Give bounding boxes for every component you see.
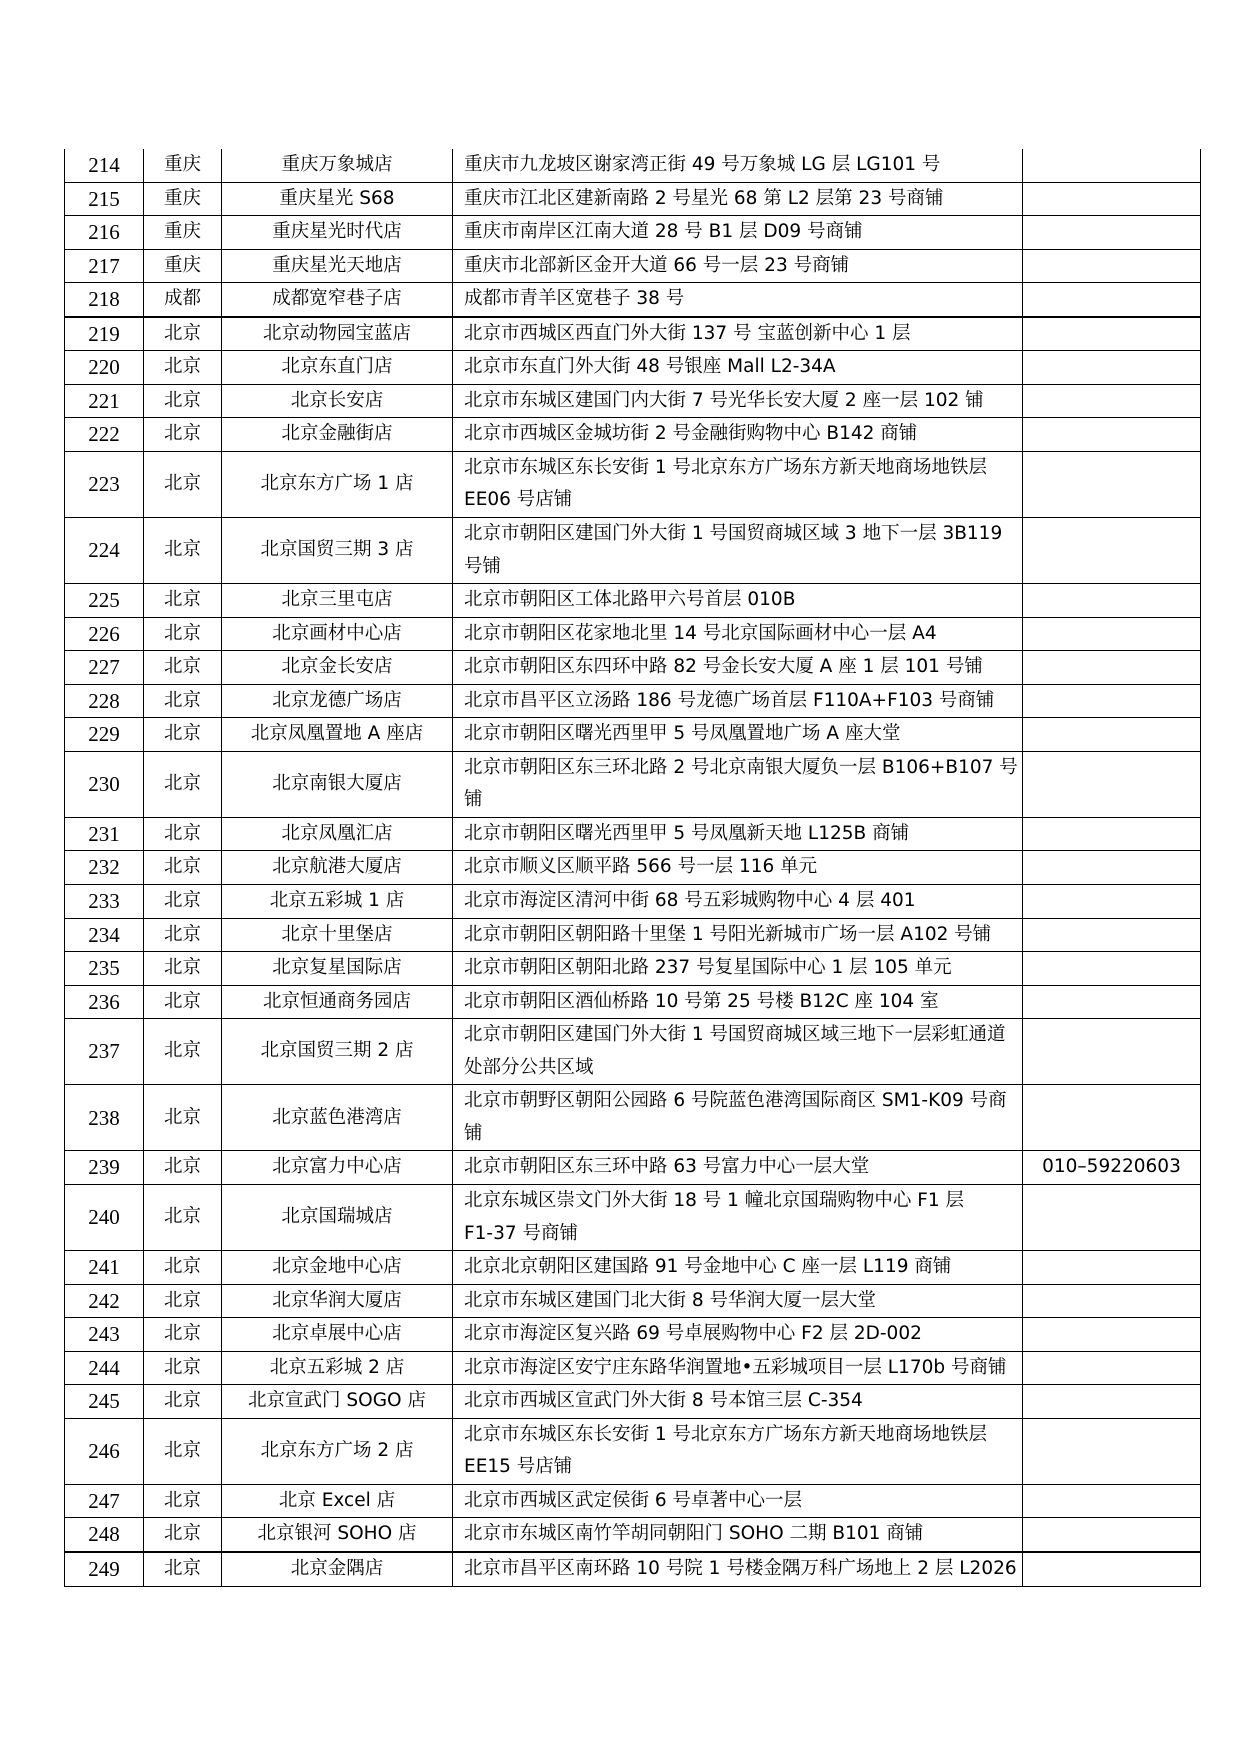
store-name-cell: 北京东方广场 1 店 [222, 451, 453, 517]
city-cell: 北京 [144, 952, 222, 986]
address-cell [453, 1484, 1023, 1518]
row-number-cell: 241 [65, 1251, 144, 1285]
address-line: 处部分公共区域 [464, 1056, 594, 1078]
city-cell: 北京 [144, 317, 222, 351]
row-number-cell: 220 [65, 351, 144, 385]
address-line: 北京市朝阳区朝阳路十里堡 1 号阳光新城市广场一层 A102 号铺 [464, 923, 992, 945]
store-name-cell: 北京动物园宝蓝店 [222, 317, 453, 351]
city-cell: 重庆 [144, 249, 222, 283]
store-name-cell: 北京凤凰置地 A 座店 [222, 718, 453, 752]
store-name-cell: 重庆星光天地店 [222, 249, 453, 283]
address-cell [453, 1085, 1023, 1151]
address-cell [453, 817, 1023, 851]
table-row [65, 1351, 1201, 1385]
address-line: 北京市朝阳区建国门外大街 1 号国贸商城区域 3 地下一层 3B119 [464, 523, 1003, 545]
address-line: 北京市东城区建国门内大街 7 号光华长安大厦 2 座一层 102 铺 [464, 389, 984, 411]
row-number-cell: 245 [65, 1385, 144, 1419]
phone-cell [1023, 518, 1201, 584]
city-cell: 北京 [144, 351, 222, 385]
table-row [65, 182, 1201, 216]
row-number-cell: 249 [65, 1552, 144, 1586]
address-cell [453, 1184, 1023, 1250]
address-line: 北京市西城区宣武门外大街 8 号本馆三层 C-354 [464, 1390, 863, 1412]
address-line: 铺 [464, 1122, 483, 1144]
city-cell: 北京 [144, 1518, 222, 1552]
row-number-cell: 230 [65, 751, 144, 817]
address-line: 北京市朝阳区东三环中路 63 号富力中心一层大堂 [464, 1156, 870, 1178]
row-number-cell: 244 [65, 1351, 144, 1385]
store-name-cell: 北京宣武门 SOGO 店 [222, 1385, 453, 1419]
phone-cell [1023, 851, 1201, 885]
table-row [65, 283, 1201, 317]
address-cell [453, 1318, 1023, 1352]
row-number-cell: 235 [65, 952, 144, 986]
table-row [65, 317, 1201, 351]
table-row [65, 384, 1201, 418]
store-name-cell: 北京长安店 [222, 384, 453, 418]
city-cell: 北京 [144, 985, 222, 1019]
address-line: 重庆市九龙坡区谢家湾正街 49 号万象城 LG 层 LG101 号 [464, 154, 941, 175]
address-line: 北京市朝阳区工体北路甲六号首层 010B [464, 589, 796, 611]
store-name-cell: 北京华润大厦店 [222, 1284, 453, 1318]
phone-cell [1023, 751, 1201, 817]
row-number-cell: 243 [65, 1318, 144, 1352]
phone-cell [1023, 952, 1201, 986]
address-line: 重庆市北部新区金开大道 66 号一层 23 号商铺 [464, 254, 850, 276]
phone-cell [1023, 1019, 1201, 1085]
address-cell [453, 351, 1023, 385]
store-name-cell: 北京十里堡店 [222, 918, 453, 952]
city-cell: 北京 [144, 651, 222, 685]
address-line: 北京市朝阳区曙光西里甲 5 号凤凰置地广场 A 座大堂 [464, 723, 901, 745]
store-name-cell: 北京金融街店 [222, 418, 453, 452]
address-cell [453, 651, 1023, 685]
address-line: 北京市朝野区朝阳公园路 6 号院蓝色港湾国际商区 SM1-K09 号商 [464, 1090, 1007, 1112]
phone-cell [1023, 283, 1201, 317]
address-line: F1-37 号商铺 [464, 1222, 579, 1244]
city-cell: 北京 [144, 617, 222, 651]
address-cell [453, 1552, 1023, 1586]
address-cell [453, 283, 1023, 317]
store-name-cell: 北京蓝色港湾店 [222, 1085, 453, 1151]
phone-cell [1023, 1351, 1201, 1385]
row-number-cell: 242 [65, 1284, 144, 1318]
store-name-cell: 北京金长安店 [222, 651, 453, 685]
store-table-body [65, 149, 1201, 1586]
address-line: 北京市朝阳区花家地北里 14 号北京国际画材中心一层 A4 [464, 622, 937, 644]
address-line: 号铺 [464, 555, 502, 577]
address-cell [453, 684, 1023, 718]
city-cell: 北京 [144, 418, 222, 452]
table-row [65, 1151, 1201, 1185]
address-cell [453, 182, 1023, 216]
address-cell [453, 451, 1023, 517]
table-row [65, 249, 1201, 283]
store-name-cell: 北京凤凰汇店 [222, 817, 453, 851]
address-cell [453, 751, 1023, 817]
phone-cell [1023, 584, 1201, 618]
row-number-cell: 232 [65, 851, 144, 885]
address-line: 北京市顺义区顺平路 566 号一层 116 单元 [464, 856, 818, 878]
table-row [65, 617, 1201, 651]
table-row [65, 1184, 1201, 1250]
address-cell [453, 1284, 1023, 1318]
city-cell: 北京 [144, 1151, 222, 1185]
address-line: 北京市西城区武定侯街 6 号卓著中心一层 [464, 1489, 803, 1511]
table-row [65, 216, 1201, 250]
row-number-cell: 237 [65, 1019, 144, 1085]
store-name-cell: 北京南银大厦店 [222, 751, 453, 817]
row-number-cell: 224 [65, 518, 144, 584]
store-name-cell: 北京龙德广场店 [222, 684, 453, 718]
phone-cell [1023, 249, 1201, 283]
row-number-cell: 223 [65, 451, 144, 517]
row-number-cell: 222 [65, 418, 144, 452]
store-name-cell: 北京五彩城 1 店 [222, 885, 453, 919]
city-cell: 北京 [144, 1351, 222, 1385]
row-number-cell: 229 [65, 718, 144, 752]
row-number-cell: 246 [65, 1418, 144, 1484]
city-cell: 北京 [144, 851, 222, 885]
address-line: 重庆市南岸区江南大道 28 号 B1 层 D09 号商铺 [464, 221, 863, 243]
address-line: 北京北京朝阳区建国路 91 号金地中心 C 座一层 L119 商铺 [464, 1256, 952, 1278]
city-cell: 北京 [144, 1284, 222, 1318]
row-number-cell: 238 [65, 1085, 144, 1151]
city-cell: 北京 [144, 751, 222, 817]
address-line: 北京市海淀区安宁庄东路华润置地•五彩城项目一层 L170b 号商铺 [464, 1356, 1007, 1378]
city-cell: 北京 [144, 1184, 222, 1250]
store-name-cell: 北京五彩城 2 店 [222, 1351, 453, 1385]
table-row [65, 149, 1201, 182]
address-cell [453, 418, 1023, 452]
phone-cell [1023, 1418, 1201, 1484]
table-row [65, 584, 1201, 618]
store-name-cell: 重庆万象城店 [222, 149, 453, 182]
phone-cell [1023, 718, 1201, 752]
row-number-cell: 236 [65, 985, 144, 1019]
store-name-cell: 北京国贸三期 3 店 [222, 518, 453, 584]
phone-cell [1023, 1552, 1201, 1586]
store-name-cell: 北京银河 SOHO 店 [222, 1518, 453, 1552]
city-cell: 北京 [144, 1552, 222, 1586]
address-cell [453, 851, 1023, 885]
row-number-cell: 248 [65, 1518, 144, 1552]
city-cell: 成都 [144, 283, 222, 317]
address-line: 铺 [464, 789, 483, 811]
phone-cell [1023, 1385, 1201, 1419]
address-line: 北京市西城区西直门外大街 137 号 宝蓝创新中心 1 层 [464, 322, 911, 344]
address-cell [453, 216, 1023, 250]
address-line: 北京市西城区金城坊街 2 号金融街购物中心 B142 商铺 [464, 423, 918, 445]
row-number-cell: 216 [65, 216, 144, 250]
address-cell [453, 1151, 1023, 1185]
table-row [65, 985, 1201, 1019]
address-cell [453, 1019, 1023, 1085]
city-cell: 北京 [144, 885, 222, 919]
table-row [65, 651, 1201, 685]
address-cell [453, 617, 1023, 651]
row-number-cell: 228 [65, 684, 144, 718]
city-cell: 重庆 [144, 182, 222, 216]
store-name-cell: 北京 Excel 店 [222, 1484, 453, 1518]
city-cell: 北京 [144, 518, 222, 584]
address-cell [453, 584, 1023, 618]
table-row [65, 1518, 1201, 1552]
table-row [65, 1418, 1201, 1484]
store-name-cell: 北京航港大厦店 [222, 851, 453, 885]
city-cell: 北京 [144, 1484, 222, 1518]
address-cell [453, 317, 1023, 351]
table-row [65, 418, 1201, 452]
address-line: 北京市昌平区立汤路 186 号龙德广场首层 F110A+F103 号商铺 [464, 689, 995, 711]
address-cell [453, 885, 1023, 919]
address-line: 成都市青羊区宽巷子 38 号 [464, 288, 685, 310]
phone-cell [1023, 1251, 1201, 1285]
address-cell [453, 1385, 1023, 1419]
phone-cell [1023, 418, 1201, 452]
phone-cell [1023, 1518, 1201, 1552]
address-cell [453, 1518, 1023, 1552]
row-number-cell: 239 [65, 1151, 144, 1185]
table-row [65, 918, 1201, 952]
address-line: 北京市东直门外大街 48 号银座 Mall L2-34A [464, 356, 836, 378]
store-name-cell: 北京复星国际店 [222, 952, 453, 986]
table-row [65, 518, 1201, 584]
city-cell: 北京 [144, 384, 222, 418]
table-row [65, 1318, 1201, 1352]
row-number-cell: 218 [65, 283, 144, 317]
table-row [65, 952, 1201, 986]
row-number-cell: 225 [65, 584, 144, 618]
city-cell: 重庆 [144, 149, 222, 182]
phone-cell [1023, 384, 1201, 418]
store-name-cell: 重庆星光时代店 [222, 216, 453, 250]
phone-cell [1023, 651, 1201, 685]
address-line: 北京市朝阳区酒仙桥路 10 号第 25 号楼 B12C 座 104 室 [464, 990, 939, 1012]
row-number-cell: 219 [65, 317, 144, 351]
row-number-cell: 215 [65, 182, 144, 216]
address-line: EE15 号店铺 [464, 1456, 573, 1478]
store-name-cell: 北京三里屯店 [222, 584, 453, 618]
store-name-cell: 北京东方广场 2 店 [222, 1418, 453, 1484]
phone-cell [1023, 182, 1201, 216]
store-name-cell: 北京富力中心店 [222, 1151, 453, 1185]
table-row [65, 451, 1201, 517]
address-line: 北京市朝阳区东四环中路 82 号金长安大厦 A 座 1 层 101 号铺 [464, 656, 983, 678]
address-line: 北京市朝阳区建国门外大街 1 号国贸商城区域三地下一层彩虹通道 [464, 1024, 1006, 1046]
store-name-cell: 北京金地中心店 [222, 1251, 453, 1285]
address-line: 北京市东城区建国门北大街 8 号华润大厦一层大堂 [464, 1289, 877, 1311]
address-line: 北京市海淀区清河中街 68 号五彩城购物中心 4 层 401 [464, 890, 916, 912]
table-row [65, 718, 1201, 752]
address-line: 北京市朝阳区朝阳北路 237 号复星国际中心 1 层 105 单元 [464, 957, 952, 979]
address-line: 北京市朝阳区东三环北路 2 号北京南银大厦负一层 B106+B107 号 [464, 756, 1018, 778]
city-cell: 北京 [144, 1418, 222, 1484]
address-line: 北京市海淀区复兴路 69 号卓展购物中心 F2 层 2D-002 [464, 1323, 922, 1345]
row-number-cell: 227 [65, 651, 144, 685]
address-line: 北京东城区崇文门外大街 18 号 1 幢北京国瑞购物中心 F1 层 [464, 1189, 965, 1211]
phone-cell [1023, 985, 1201, 1019]
address-line: 北京市东城区东长安街 1 号北京东方广场东方新天地商场地铁层 [464, 1423, 988, 1445]
table-row [65, 1284, 1201, 1318]
phone-cell [1023, 1284, 1201, 1318]
store-name-cell: 北京东直门店 [222, 351, 453, 385]
table-row [65, 1251, 1201, 1285]
phone-cell [1023, 216, 1201, 250]
city-cell: 重庆 [144, 216, 222, 250]
address-line: 北京市朝阳区曙光西里甲 5 号凤凰新天地 L125B 商铺 [464, 822, 910, 844]
table-row [65, 817, 1201, 851]
table-row [65, 851, 1201, 885]
city-cell: 北京 [144, 1318, 222, 1352]
city-cell: 北京 [144, 1019, 222, 1085]
address-cell [453, 1351, 1023, 1385]
store-name-cell: 北京金隅店 [222, 1552, 453, 1586]
address-cell [453, 985, 1023, 1019]
table-row [65, 351, 1201, 385]
store-name-cell: 北京恒通商务园店 [222, 985, 453, 1019]
row-number-cell: 221 [65, 384, 144, 418]
address-cell [453, 718, 1023, 752]
address-line: 北京市东城区南竹竿胡同朝阳门 SOHO 二期 B101 商铺 [464, 1523, 924, 1545]
address-cell [453, 149, 1023, 182]
table-row [65, 684, 1201, 718]
store-name-cell: 重庆星光 S68 [222, 182, 453, 216]
address-cell [453, 384, 1023, 418]
table-row [65, 1552, 1201, 1586]
address-cell [453, 518, 1023, 584]
row-number-cell: 240 [65, 1184, 144, 1250]
table-row [65, 1019, 1201, 1085]
row-number-cell: 233 [65, 885, 144, 919]
store-name-cell: 成都宽窄巷子店 [222, 283, 453, 317]
address-cell [453, 918, 1023, 952]
address-cell [453, 1251, 1023, 1285]
phone-cell [1023, 317, 1201, 351]
phone-cell [1023, 1184, 1201, 1250]
phone-cell [1023, 817, 1201, 851]
row-number-cell: 231 [65, 817, 144, 851]
phone-cell [1023, 149, 1201, 182]
phone-cell [1023, 1318, 1201, 1352]
city-cell: 北京 [144, 1385, 222, 1419]
city-cell: 北京 [144, 817, 222, 851]
address-line: 北京市昌平区南环路 10 号院 1 号楼金隅万科广场地上 2 层 L2026 [464, 1557, 1017, 1579]
table-row [65, 751, 1201, 817]
table-row [65, 885, 1201, 919]
table-row [65, 1085, 1201, 1151]
address-cell [453, 249, 1023, 283]
phone-cell [1023, 1085, 1201, 1151]
phone-cell [1023, 617, 1201, 651]
city-cell: 北京 [144, 1085, 222, 1151]
phone-cell: 010–59220603 [1023, 1151, 1201, 1185]
phone-cell [1023, 885, 1201, 919]
row-number-cell: 234 [65, 918, 144, 952]
phone-cell [1023, 918, 1201, 952]
phone-cell [1023, 684, 1201, 718]
store-name-cell: 北京国瑞城店 [222, 1184, 453, 1250]
address-cell [453, 1418, 1023, 1484]
city-cell: 北京 [144, 1251, 222, 1285]
row-number-cell: 217 [65, 249, 144, 283]
store-name-cell: 北京画材中心店 [222, 617, 453, 651]
address-line: EE06 号店铺 [464, 489, 573, 511]
table-row [65, 1385, 1201, 1419]
city-cell: 北京 [144, 684, 222, 718]
store-table [64, 149, 1201, 1587]
store-name-cell: 北京国贸三期 2 店 [222, 1019, 453, 1085]
row-number-cell: 214 [65, 149, 144, 182]
city-cell: 北京 [144, 718, 222, 752]
city-cell: 北京 [144, 451, 222, 517]
phone-cell [1023, 351, 1201, 385]
phone-cell [1023, 451, 1201, 517]
address-line: 北京市东城区东长安街 1 号北京东方广场东方新天地商场地铁层 [464, 456, 988, 478]
address-cell [453, 952, 1023, 986]
city-cell: 北京 [144, 918, 222, 952]
address-line: 重庆市江北区建新南路 2 号星光 68 第 L2 层第 23 号商铺 [464, 187, 944, 209]
phone-cell [1023, 1484, 1201, 1518]
store-name-cell: 北京卓展中心店 [222, 1318, 453, 1352]
row-number-cell: 247 [65, 1484, 144, 1518]
table-row [65, 1484, 1201, 1518]
row-number-cell: 226 [65, 617, 144, 651]
city-cell: 北京 [144, 584, 222, 618]
